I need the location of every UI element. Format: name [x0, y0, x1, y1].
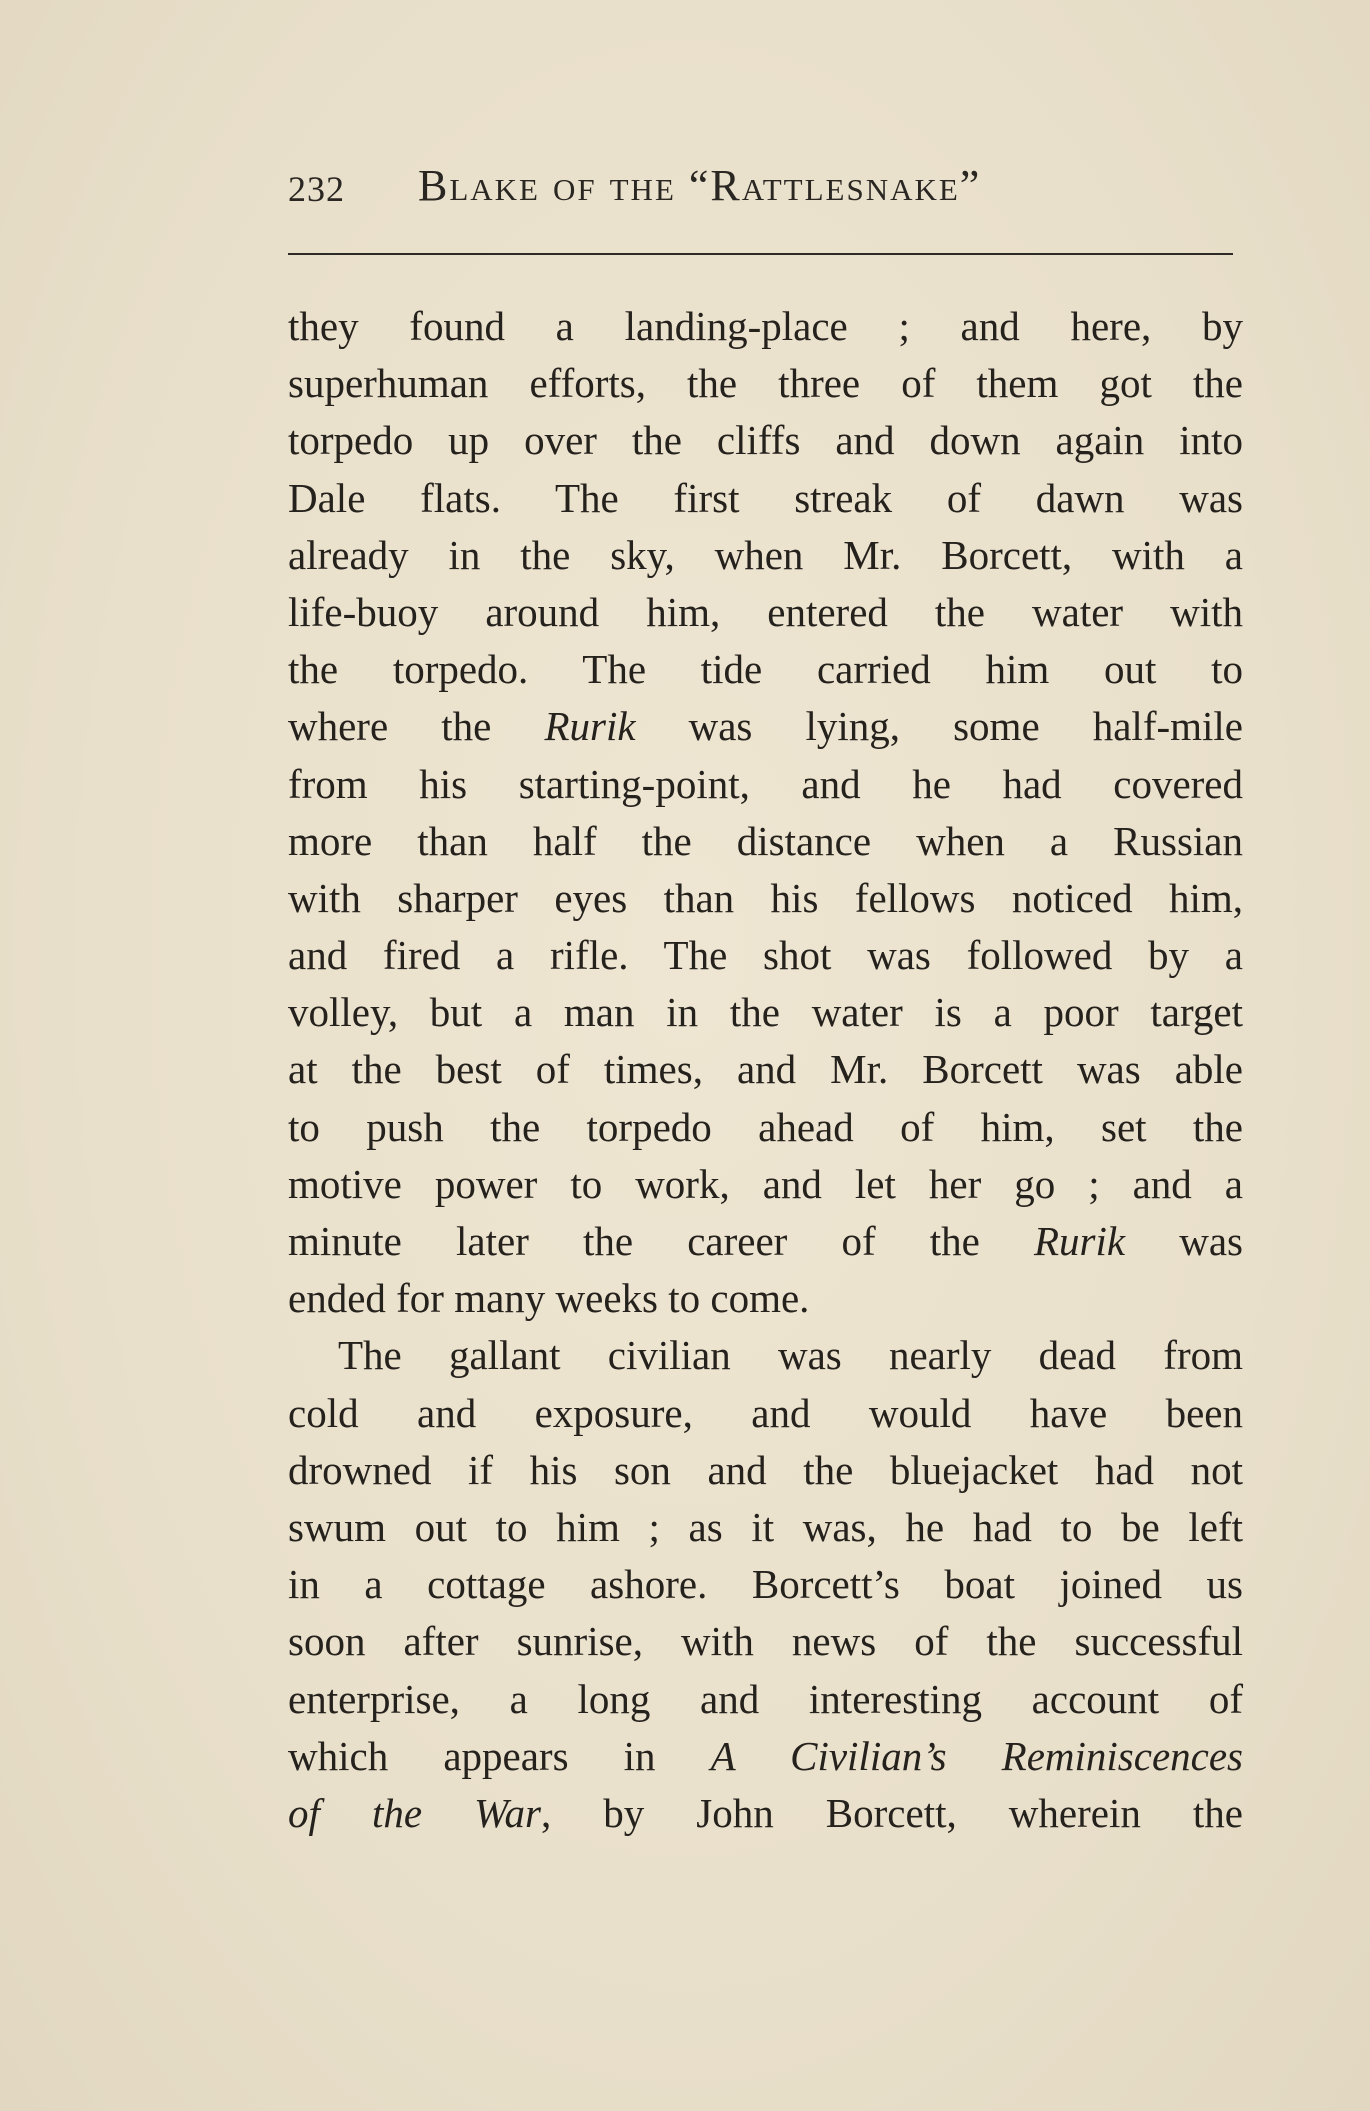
- text-line: the torpedo. The tide carried him out to: [288, 646, 1243, 693]
- page-header: [288, 150, 1233, 210]
- text-line: more than half the distance when a Russian: [288, 817, 1243, 864]
- text-line: where the Rurik was lying, some half-mile: [288, 703, 1244, 750]
- text-line: already in the sky, when Mr. Borcett, with a: [288, 531, 1243, 578]
- text-line: ended for many weeks to come.: [288, 1275, 810, 1322]
- text-line: cold and exposure, and would have been: [288, 1389, 1243, 1436]
- text-line: motive power to work, and let her go ; and a: [288, 1160, 1243, 1207]
- text-line: of the War, by John Borcett, wherein the: [288, 1789, 1243, 1836]
- text-line: from his starting-point, and he had covered: [288, 760, 1243, 807]
- text-line: at the best of times, and Mr. Borcett was able: [288, 1046, 1243, 1093]
- page-number: 232: [288, 169, 345, 209]
- text-line: The gallant civilian was nearly dead from: [338, 1332, 1243, 1379]
- text-line: life-buoy around him, entered the water with: [288, 588, 1243, 635]
- text-line: Dale flats. The first streak of dawn was: [288, 474, 1243, 521]
- text-line: which appears in A Civilian’s Reminiscences: [288, 1732, 1243, 1779]
- text-line: soon after sunrise, with news of the successful: [288, 1618, 1243, 1665]
- text-line: and fired a rifle. The shot was followed by a: [288, 932, 1243, 979]
- ship-name-italic: Rurik: [1034, 1218, 1126, 1264]
- running-title: Blake of the “Rattlesnake”: [418, 161, 982, 210]
- text-line: minute later the career of the Rurik was: [288, 1218, 1243, 1264]
- body-text: [288, 298, 1243, 1842]
- text-line: drowned if his son and the bluejacket had not: [288, 1446, 1243, 1493]
- text-line: in a cottage ashore. Borcett’s boat joined us: [288, 1561, 1243, 1608]
- header-rule: [288, 253, 1233, 255]
- text-line: enterprise, a long and interesting account of: [288, 1675, 1243, 1722]
- text-line: torpedo up over the cliffs and down again into: [288, 417, 1243, 464]
- ship-name-italic: Rurik: [544, 703, 636, 750]
- text-line: swum out to him ; as it was, he had to be left: [288, 1503, 1243, 1550]
- text-line: to push the torpedo ahead of him, set the: [288, 1103, 1243, 1150]
- text-line: volley, but a man in the water is a poor target: [288, 989, 1243, 1036]
- text-line: with sharper eyes than his fellows noticed him,: [288, 874, 1243, 921]
- book-title-italic: A Civilian’s Reminiscences: [710, 1732, 1243, 1779]
- book-title-italic: of the War: [288, 1789, 541, 1836]
- text-line: superhuman efforts, the three of them got the: [288, 360, 1243, 407]
- text-line: they found a landing-place ; and here, by: [288, 303, 1243, 349]
